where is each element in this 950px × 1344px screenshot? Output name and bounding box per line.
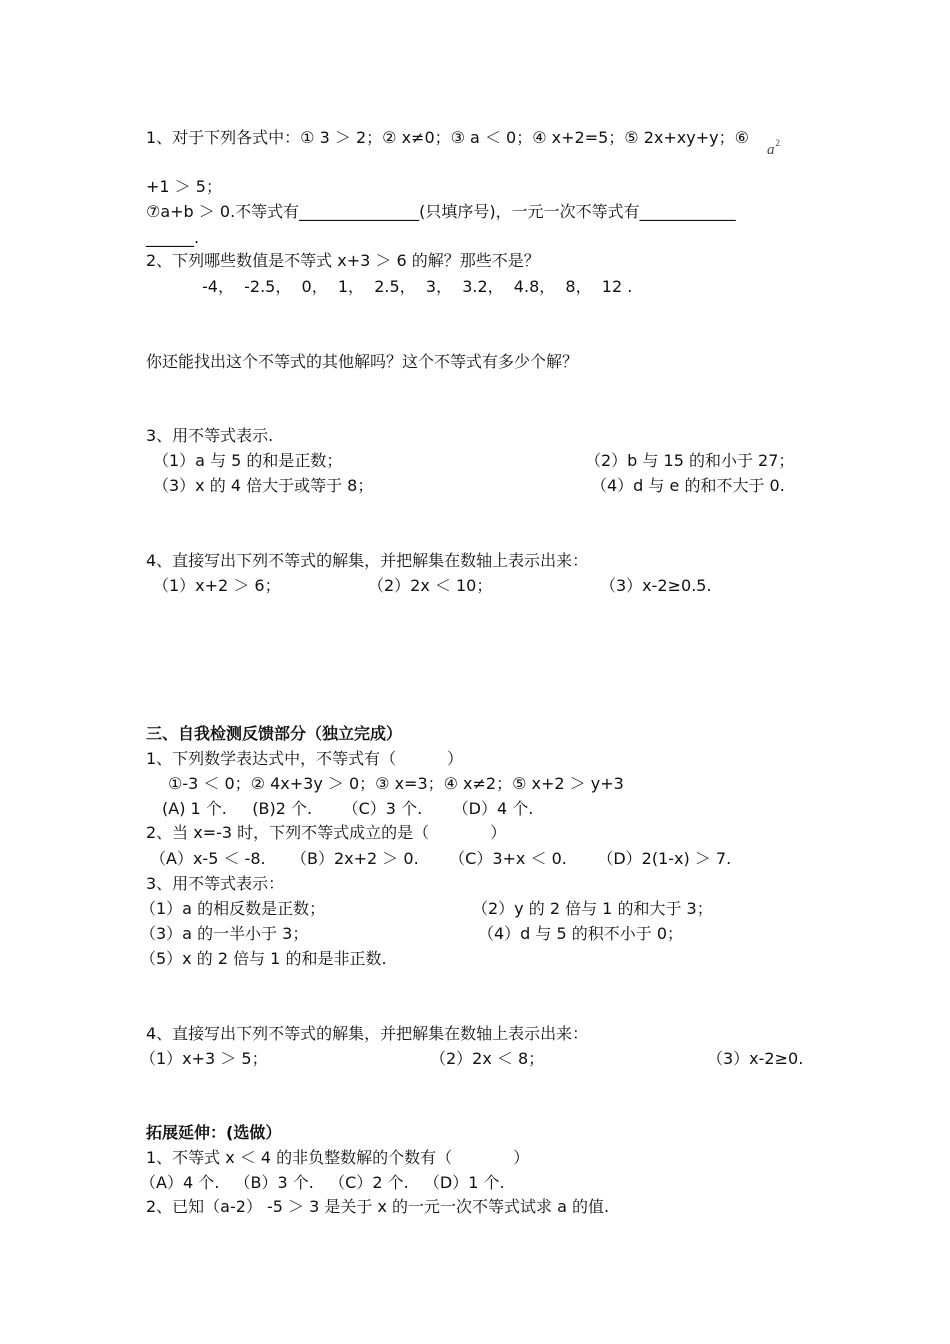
p3-q1-options: (A) 1 个. (B)2 个. （C）3 个. （D）4 个. <box>162 799 534 818</box>
p3-q3-item-2: （2）y 的 2 倍与 1 的和大于 3； <box>472 899 713 918</box>
section-3-heading: 三、自我检测反馈部分（独立完成） <box>146 724 403 743</box>
p3-q1-items: ①-3 ＜ 0；② 4x+3y ＞ 0；③ x=3；④ x≠2；⑤ x+2 ＞ y+3 <box>168 774 624 793</box>
p3-q1-title: 1、下列数学表达式中，不等式有（ ） <box>146 749 464 768</box>
p3-q2-options: （A）x-5 ＜ -8. （B）2x+2 ＞ 0. （C）3+x ＜ 0. （D）2(1-x) ＞ 7. <box>150 849 732 868</box>
q2-line1: 2、下列哪些数值是不等式 x+3 ＞ 6 的解？那些不是？ <box>146 251 540 270</box>
ext-q1-options: （A）4 个. （B）3 个. （C）2 个. （D）1 个. <box>140 1173 505 1192</box>
q2-values: -4， -2.5， 0， 1， 2.5， 3， 3.2， 4.8， 8， 12 . <box>202 277 633 296</box>
q1-line4: ______. <box>146 228 200 247</box>
q2-line2: 你还能找出这个不等式的其他解吗？这个不等式有多少个解？ <box>146 352 579 371</box>
sup-exp: 2 <box>775 138 780 148</box>
sup-base: a <box>767 142 775 158</box>
extension-heading: 拓展延伸：(选做） <box>146 1123 282 1142</box>
p3-q3-item-3: （3）a 的一半小于 3； <box>140 924 309 943</box>
q4-title: 4、直接写出下列不等式的解集，并把解集在数轴上表示出来： <box>146 551 589 570</box>
p3-q3-item-1: （1）a 的相反数是正数； <box>140 899 326 918</box>
q3-item-4: （4）d 与 e 的和不大于 0. <box>591 476 785 495</box>
q3-item-3: （3）x 的 4 倍大于或等于 8； <box>153 476 374 495</box>
q4-item-3: （3）x-2≥0.5. <box>600 576 712 595</box>
q4-item-1: （1）x+2 ＞ 6； <box>153 576 281 595</box>
p3-q3-title: 3、用不等式表示： <box>146 874 285 893</box>
ext-q1-title: 1、不等式 x ＜ 4 的非负整数解的个数有（ ） <box>146 1148 530 1167</box>
ext-q2: 2、已知（a-2） -5 ＞ 3 是关于 x 的一元一次不等式试求 a 的值. <box>146 1197 610 1216</box>
p3-q4-item-1: （1）x+3 ＞ 5； <box>140 1049 268 1068</box>
q1-line2: +1 ＞ 5； <box>146 177 222 196</box>
p3-q3-item-5: （5）x 的 2 倍与 1 的和是非正数. <box>140 949 387 968</box>
q3-item-2: （2）b 与 15 的和小于 27； <box>585 451 795 470</box>
p3-q2-title: 2、当 x=-3 时，下列不等式成立的是（ ） <box>146 823 507 842</box>
q3-title: 3、用不等式表示. <box>146 426 274 445</box>
q3-item-1: （1）a 与 5 的和是正数； <box>153 451 343 470</box>
p3-q3-item-4: （4）d 与 5 的积不小于 0； <box>478 924 684 943</box>
a-squared-superscript <box>767 138 780 159</box>
p3-q4-title: 4、直接写出下列不等式的解集，并把解集在数轴上表示出来： <box>146 1024 589 1043</box>
p3-q4-item-3: （3）x-2≥0. <box>707 1049 804 1068</box>
q1-line3: ⑦a+b ＞ 0.不等式有_______________(只填序号)，一元一次不等式有____________ <box>146 202 736 221</box>
q1-line1: 1、对于下列各式中：① 3 ＞ 2；② x≠0；③ a ＜ 0；④ x+2=5；⑤ 2x+xy+y；⑥ <box>146 128 749 147</box>
p3-q4-item-2: （2）2x ＜ 8； <box>430 1049 545 1068</box>
q4-item-2: （2）2x ＜ 10； <box>368 576 493 595</box>
